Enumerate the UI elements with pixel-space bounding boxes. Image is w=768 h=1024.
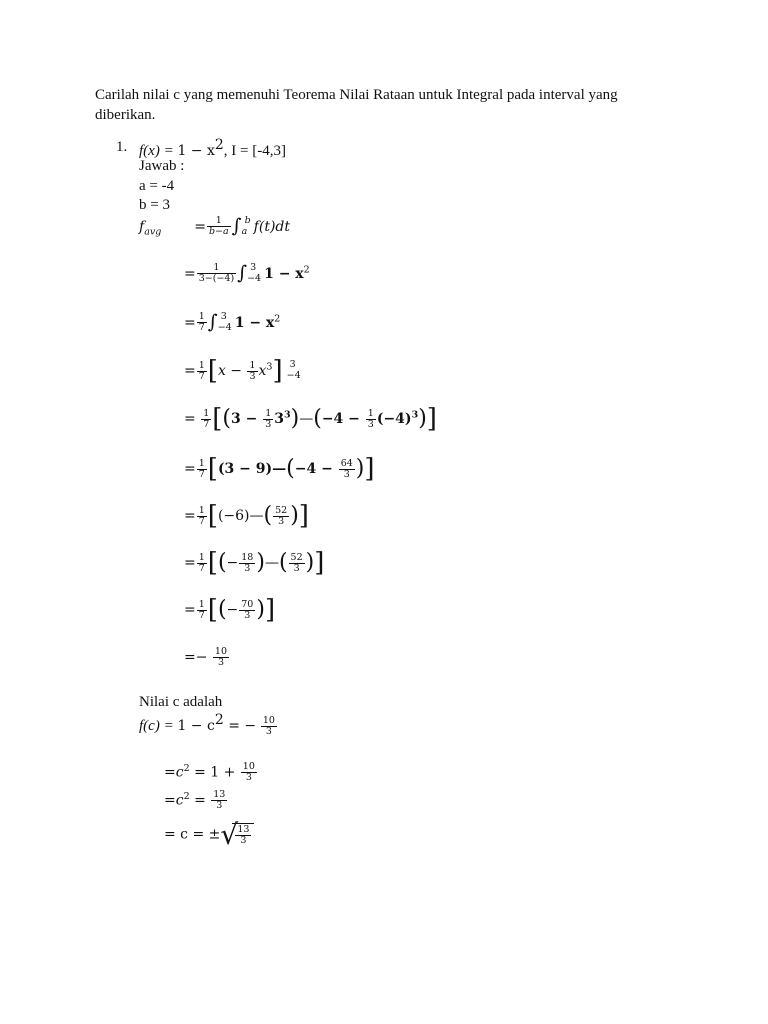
interval: , I = [-4,3] (223, 143, 286, 159)
c-final-answer: = c = ± √ $\frac{13}{3}$ (164, 823, 254, 846)
problem-number: 1. (116, 139, 128, 155)
conclusion-heading: Nilai c adalah (139, 694, 223, 710)
fc-equation: $f(c) = 1 - c^2$ = − $\frac{10}{3}$ (139, 712, 275, 738)
step-1: = $\frac{1}{3-(-4)}$ ∫ 3 −4 $1 - x^2$ (184, 262, 310, 285)
problem-statement: $f(x) = 1 - x^2$, I = [-4,3] (139, 137, 286, 159)
intro-line-2: diberikan. (95, 107, 156, 123)
step-2: = $\frac{1}{7}$ ∫ 3 −4 $1 - x^2$ (184, 311, 281, 334)
c-squared-step-2: $=c^2$ = $\frac{13}{3}$ (164, 789, 226, 811)
fx-label: f(x) = (139, 143, 178, 159)
a-value: a = -4 (139, 178, 175, 194)
intro-line-1: Carilah nilai c yang memenuhi Teorema Nilai Rataan untuk Integral pada interval yang (95, 87, 618, 103)
b-value: b = 3 (139, 197, 170, 213)
step-8: = $\frac{1}{7}$ [(− $\frac{70}{3}$ )] (184, 595, 276, 625)
favg-definition: $f_{avg}$ = $\frac{1}{b-a}$ ∫ b a f(t)dt (139, 215, 290, 238)
jawab-label: Jawab : (139, 158, 185, 174)
step-6: = $\frac{1}{7}$ [(−6)—( $\frac{52}{3}$ )] (184, 501, 309, 531)
step-9-result: =− $\frac{10}{3}$ (184, 646, 228, 668)
step-5: = $\frac{1}{7}$ [(3 − 9)—(−4 − $\frac{64}{3}$ )] (184, 454, 375, 484)
c-squared-step-1: $=c^2 = 1$ + $\frac{10}{3}$ (164, 761, 255, 783)
step-7: = $\frac{1}{7}$ [(− $\frac{18}{3}$ )—( $\frac{52}{3}$ )] (184, 548, 325, 578)
sqrt-symbol: √ $\frac{13}{3}$ (220, 823, 254, 846)
step-3: = $\frac{1}{7}$ [x − $\frac{1}{3}$ $x^3$] 3 −4 (184, 356, 301, 386)
step-4: = $\frac{1}{7}$ [(3 − $\frac{1}{3}$ $3^3)—(-4$ − $\frac{1}{3}$ $(-4)^3$)] (184, 404, 437, 434)
fx-expr: 1 − x (177, 143, 215, 159)
